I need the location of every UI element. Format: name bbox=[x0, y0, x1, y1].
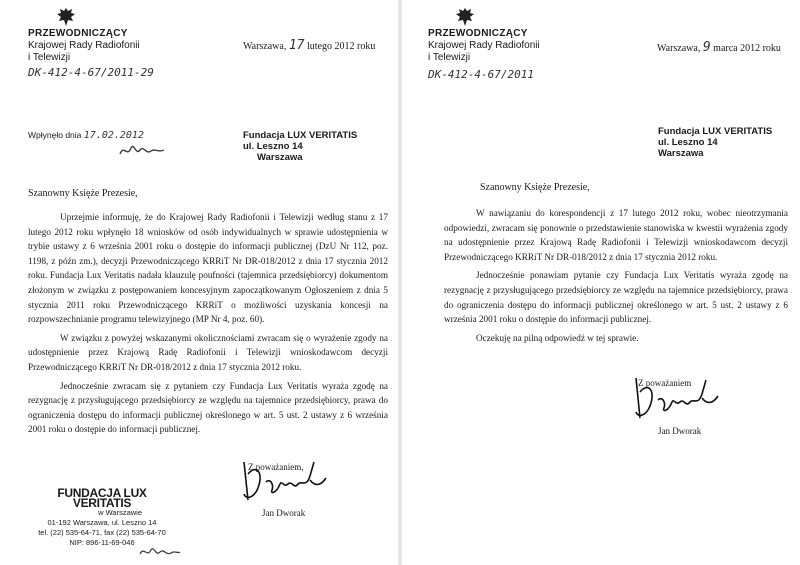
greeting: Szanowny Księże Prezesie, bbox=[480, 182, 590, 193]
initials-scribble-icon bbox=[118, 140, 166, 160]
received-label: Wpłynęło dnia bbox=[28, 130, 82, 140]
body-paragraph: Uprzejmie informuję, że do Krajowej Rady Radiofonii i Telewizji według stanu z 17 lutego 2012 roku wpłynęło 18 wniosków od osób indywidualnych w sprawie udostępnienia w trybie ustawy z 6 września 2001 roku o dostępie do informacji publicznej (DzU Nr 112, poz. 1198, z późn zm.), decyzji Przewodniczącego KRRiT Nr DR-018/2012 z dnia 17 stycznia 2012 roku. Fundacja Lux Veritatis nadała klauzulę poufności (tajemnica przedsiębiorcy) dokumentom złożonym w związku z postępowaniem koncesyjnym zapoczątkowanym Ogłoszeniem z dnia 5 stycznia 2011 roku Przewodniczącego KRRiT o możliwości uzyskania koncesji na rozpowszechnianie programu telewizyjnego (MP Nr 4, poz. 60). bbox=[28, 212, 388, 325]
date-rest: marca 2012 roku bbox=[713, 43, 781, 54]
body-paragraph: W związku z powyżej wskazanymi okolicznościami zwracam się o wyrażenie zgody na udostępnienie przez Krajową Radę Radiofonii i Telewizji wnioskodawcom decyzji Przewodniczącego KRRiT Nr DR-018/2012 z dnia 17 stycznia 2012 roku. bbox=[28, 332, 388, 372]
handwritten-reference: DK-412-4-67/2011-29 bbox=[28, 66, 154, 79]
place-date bbox=[243, 38, 375, 53]
body-paragraph: W nawiązaniu do korespondencji z 17 lutego 2012 roku, wobec nieotrzymania odpowiedzi, zwracam się ponownie o przedstawienie stanowiska w kwestii wyrażenia zgody na udostępnienie przez Krajową Radę Radiofonii i Telewizji wnioskodawcom decyzji Przewodniczącego KRRiT Nr DR-018/2012 z dnia 17 stycznia 2012 roku. bbox=[444, 208, 788, 262]
recipient-street: ul. Leszno 14 bbox=[243, 141, 303, 152]
stamp-name: FUNDACJA LUX VERITATIS bbox=[57, 486, 147, 510]
city: Warszawa, bbox=[243, 41, 287, 52]
body-paragraph: Jednocześnie zwracam się z pytaniem czy Fundacja Lux Veritatis wyraża zgodę na rezygnację z przysługującego przedsiębiorcy ze względu na tajemnice przedsiębiorcy, prawa do ograniczenia dostępu do informacji publicznej określonego w art. 5 ust. 2 ustawy z 6 września 2001 roku o dostępie do informacji publicznej. bbox=[28, 380, 388, 435]
header-title: PRZEWODNICZĄCY bbox=[428, 28, 528, 39]
signature-icon bbox=[628, 372, 723, 432]
closing: Z poważaniem bbox=[638, 378, 692, 388]
handwritten-day: 9 bbox=[702, 40, 711, 55]
header-title: PRZEWODNICZĄCY bbox=[28, 28, 128, 39]
closing: Z poważaniem, bbox=[248, 462, 304, 472]
received-date: 17.02.2012 bbox=[83, 130, 144, 141]
foundation-stamp bbox=[32, 488, 172, 548]
letter-header bbox=[28, 28, 140, 64]
letter-page-1 bbox=[0, 0, 398, 565]
initials-scribble-icon bbox=[138, 544, 182, 560]
greeting: Szanowny Księże Prezesie, bbox=[28, 188, 138, 199]
recipient-address bbox=[243, 130, 357, 163]
header-line: i Telewizji bbox=[28, 52, 71, 63]
header-line: Krajowej Rady Radiofonii bbox=[28, 40, 140, 51]
header-line: i Telewizji bbox=[428, 52, 471, 63]
eagle-emblem-icon bbox=[55, 6, 77, 28]
place-date bbox=[657, 40, 781, 55]
body-paragraph: Oczekuję na pilną odpowiedź w tej sprawie. bbox=[476, 332, 639, 343]
recipient-street: ul. Leszno 14 bbox=[658, 137, 718, 148]
eagle-emblem-icon bbox=[454, 6, 476, 28]
signature-icon bbox=[236, 454, 331, 514]
recipient-name: Fundacja LUX VERITATIS bbox=[658, 126, 773, 137]
letter-header bbox=[428, 28, 540, 64]
handwritten-day: 17 bbox=[288, 38, 305, 53]
stamp-address: 01-192 Warszawa, ul. Leszno 14 bbox=[47, 518, 157, 527]
handwritten-reference: DK-412-4-67/2011 bbox=[428, 68, 534, 81]
letter-page-2 bbox=[402, 0, 800, 565]
city: Warszawa, bbox=[657, 43, 701, 54]
date-rest: lutego 2012 roku bbox=[307, 41, 376, 52]
signature-name: Jan Dworak bbox=[262, 508, 306, 518]
letter-body bbox=[28, 210, 388, 441]
stamp-nip: NIP: 896-11-69-046 bbox=[69, 538, 135, 547]
recipient-address bbox=[658, 126, 772, 159]
recipient-city: Warszawa bbox=[257, 152, 303, 163]
recipient-name: Fundacja LUX VERITATIS bbox=[243, 130, 358, 141]
stamp-phone: tel. (22) 535-64-71, fax (22) 535-64-70 bbox=[38, 528, 166, 537]
signature-name: Jan Dworak bbox=[658, 426, 702, 436]
body-paragraph: Jednocześnie ponawiam pytanie czy Fundacja Lux Veritatis wyraża zgodę na rezygnację z przysługującego przedsiębiorcy ze względu na tajemnice przedsiębiorcy, prawa do ograniczenia dostępu do informacji publicznej określonego w art. 5 ust. 2 ustawy z 6 września 2001 roku o dostępie do informacji publicznej. bbox=[444, 270, 788, 325]
recipient-city: Warszawa bbox=[658, 148, 704, 159]
stamp-sub: w Warszawie bbox=[98, 508, 142, 517]
header-line: Krajowej Rady Radiofonii bbox=[428, 40, 540, 51]
letter-body bbox=[444, 206, 788, 349]
